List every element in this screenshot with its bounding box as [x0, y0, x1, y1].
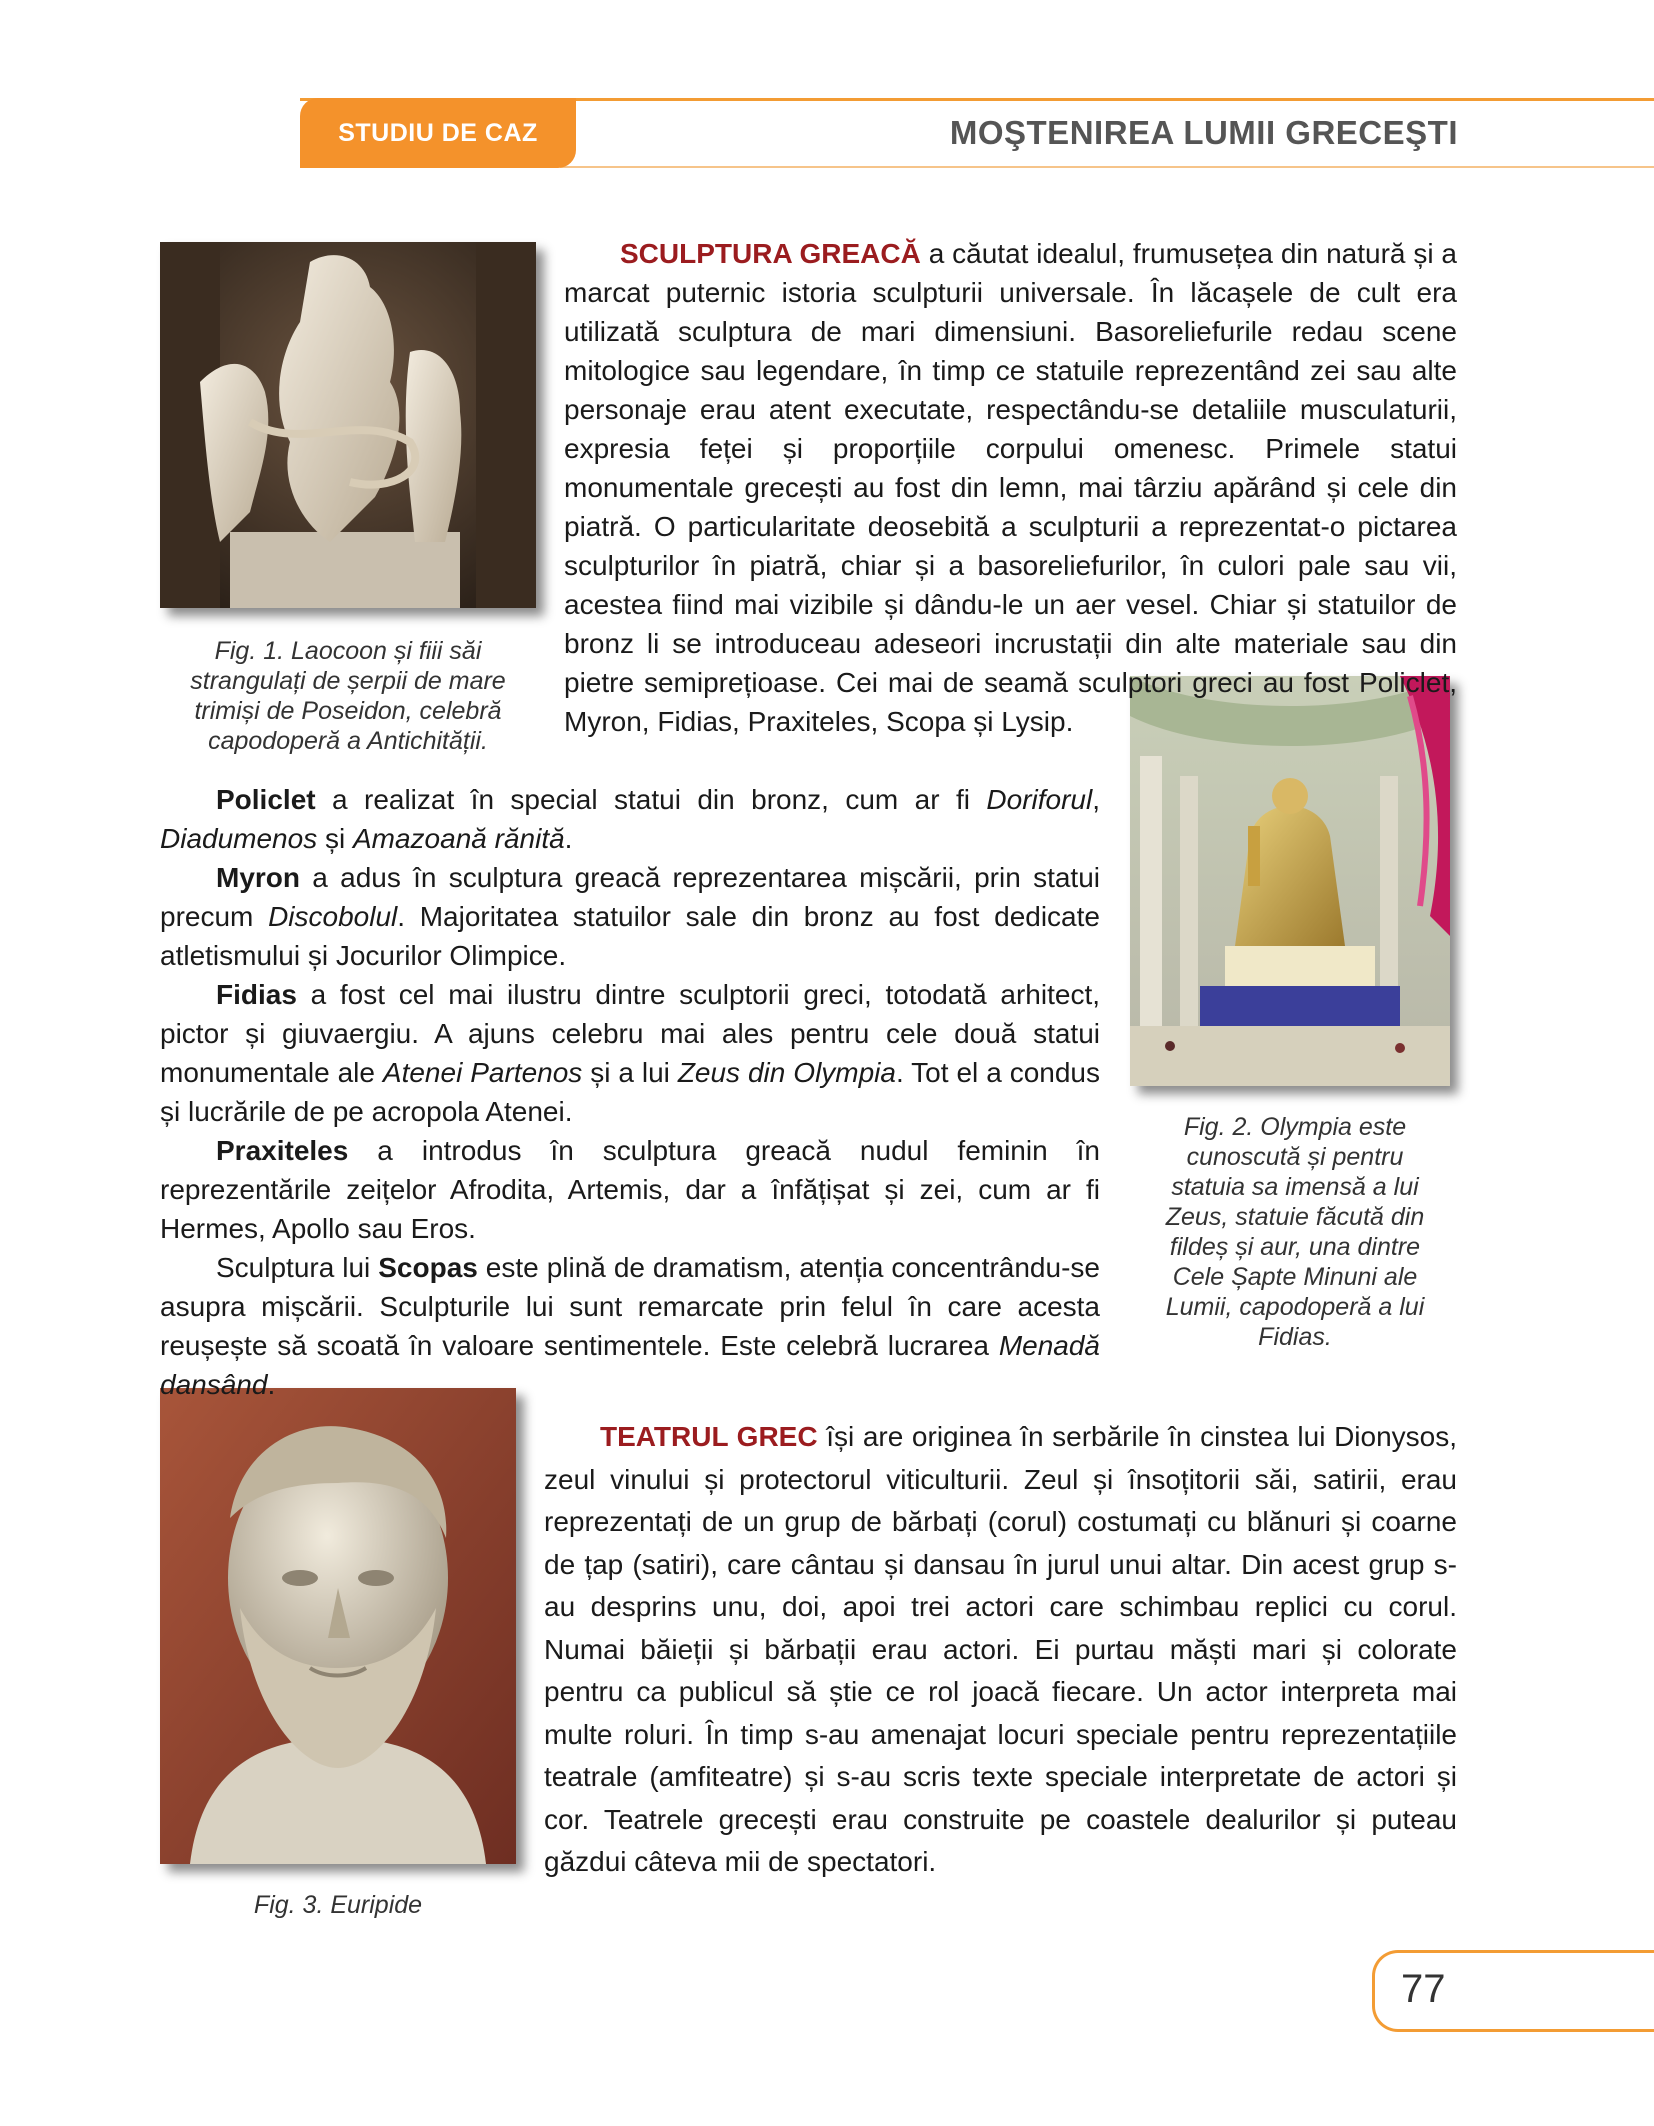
- page-number-box: [1372, 1950, 1654, 2032]
- policlet-sep-1: ,: [1092, 784, 1100, 815]
- policlet-sep-2: și: [317, 823, 353, 854]
- laocoon-image: [160, 242, 536, 608]
- theatre-text: își are originea în serbările în cinstea lui Dionysos, zeul vinului și protectorul viticulturii. Zeul și însoțitorii săi, satirii, erau reprezentați de un grup de bărbați (corul) costumați cu blănuri și coarne de țap (satiri), care cântau și dansau în jurul unui altar. Din acest grup s-au desprins unu, doi, apoi trei actori care schimbau replici cu corul. Numai băieții și bărbații erau actori. Ei purtau măști mari și colorate pentru ca publicul să știe ce rol joacă fiecare. Un actor interpreta mai multe roluri. În timp s-au amenajat locuri speciale pentru reprezentațiile teatrale (amfiteatre) și s-au scris texte speciale interpretate de actori și cor. Teatrele grecești erau construite pe coastele dealurilor și puteau găzdui câteva mii de spectatori.: [544, 1421, 1458, 1877]
- fidias-work-1: Atenei Partenos: [382, 1057, 583, 1088]
- scopas-text-2: este plină de dramatism, atenția concentrându-se asupra mișcării. Sculpturile lui sunt remarcate prin felul în care acesta reușește să scoată în valoare sentimentele. Este celebră lucrarea: [160, 1252, 1100, 1361]
- sculpture-intro-text: a căutat idealul, frumusețea din natură și a marcat puternic istoria sculpturii universale. În lăcașele de cult era utilizată sculptura de mari dimensiuni. Basoreliefurile redau scene mitologice sau legendare, în timp ce statuile reprezentând zei sau alte personaje erau atent executate, respectându-se detaliile musculaturii, expresia feței și proporțiile corpului omenesc. Primele statui monumentale grecești au fost din lemn, mai târziu apărând și cele din piatră. O particularitate deosebită a sculpturii a reprezentat-o pictarea sculpturilor în piatră, chiar și a basoreliefurilor, în culori pale sau vii, acestea fiind mai vizibile și dându-le un aer vesel. Chiar și statuilor de bronz li se introduceau adeseori incrustații din alte materiale sau din pietre semiprețioase. Cei mai de seamă sculptori greci au fost Policlet, Myron, Fidias, Praxiteles, Scopa și Lysip.: [564, 238, 1457, 737]
- policlet-text: a realizat în special statui din bronz, cum ar fi: [315, 784, 987, 815]
- chapter-title: MOŞTENIREA LUMII GRECEŞTI: [949, 114, 1458, 151]
- fig2-caption: Fig. 2. Olympia este cunoscută și pentru statuia sa imensă a lui Zeus, statuie făcută din fildeș și aur, una dintre Cele Șapte Minuni ale Lumii, capodoperă a lui Fidias.: [1165, 1113, 1425, 1351]
- scopas-work-1: Menadă dansând: [160, 1330, 1100, 1400]
- myron-work-1: Discobolul: [268, 901, 398, 932]
- policlet-work-2: Diadumenos: [160, 823, 318, 854]
- policlet-name: Policlet: [216, 784, 316, 815]
- theatre-heading: TEATRUL GREC: [600, 1421, 818, 1452]
- page-number: 77: [1401, 1967, 1446, 2011]
- fig1-caption: Fig. 1. Laocoon și fiii săi strangulați de șerpii de mare trimiși de Poseidon, celebră capodoperă a Antichității.: [190, 637, 506, 755]
- policlet-work-3: Amazoană rănită: [352, 823, 565, 854]
- scopas-end: .: [267, 1369, 276, 1400]
- scopas-text-1: Sculptura lui: [216, 1252, 379, 1283]
- sculpture-intro: [564, 234, 1457, 741]
- fidias-name: Fidias: [216, 979, 297, 1010]
- fidias-text-1: a fost cel mai ilustru dintre sculptorii greci, totodată arhitect, pictor și giuvaergiu. A ajuns celebru mai ales pentru cele două statui monumentale ale: [160, 979, 1100, 1088]
- scopas-name: Scopas: [378, 1252, 478, 1283]
- myron-name: Myron: [216, 862, 300, 893]
- fidias-work-2: Zeus din Olympia: [677, 1057, 896, 1088]
- fidias-text-3: . Tot el a condus și lucrările de pe acropola Atenei.: [160, 1057, 1100, 1127]
- euripides-bust-image: [160, 1388, 516, 1864]
- sculptors-section: [160, 780, 1100, 1404]
- policlet-work-1: Doriforul: [986, 784, 1093, 815]
- myron-text-1: a adus în sculptura greacă reprezentarea mișcării, prin statui precum: [160, 862, 1100, 932]
- policlet-end: .: [564, 823, 573, 854]
- praxiteles-text: a introdus în sculptura greacă nudul feminin în reprezentările zeițelor Afrodita, Artemis, dar a înfățișat și zei, cum ar fi Hermes, Apollo sau Eros.: [160, 1135, 1100, 1244]
- theatre-section: [544, 1416, 1457, 1884]
- fig3-caption: Fig. 3. Euripide: [253, 1891, 423, 1919]
- praxiteles-name: Praxiteles: [216, 1135, 349, 1166]
- myron-text-2: . Majoritatea statuilor sale din bronz au fost dedicate atletismului și Jocurilor Olimpice.: [160, 901, 1100, 971]
- fidias-text-2: și a lui: [582, 1057, 678, 1088]
- section-tab: STUDIU DE CAZ: [300, 98, 576, 168]
- header-underline: [560, 166, 1654, 168]
- sculpture-heading: SCULPTURA GREACĂ: [620, 238, 921, 269]
